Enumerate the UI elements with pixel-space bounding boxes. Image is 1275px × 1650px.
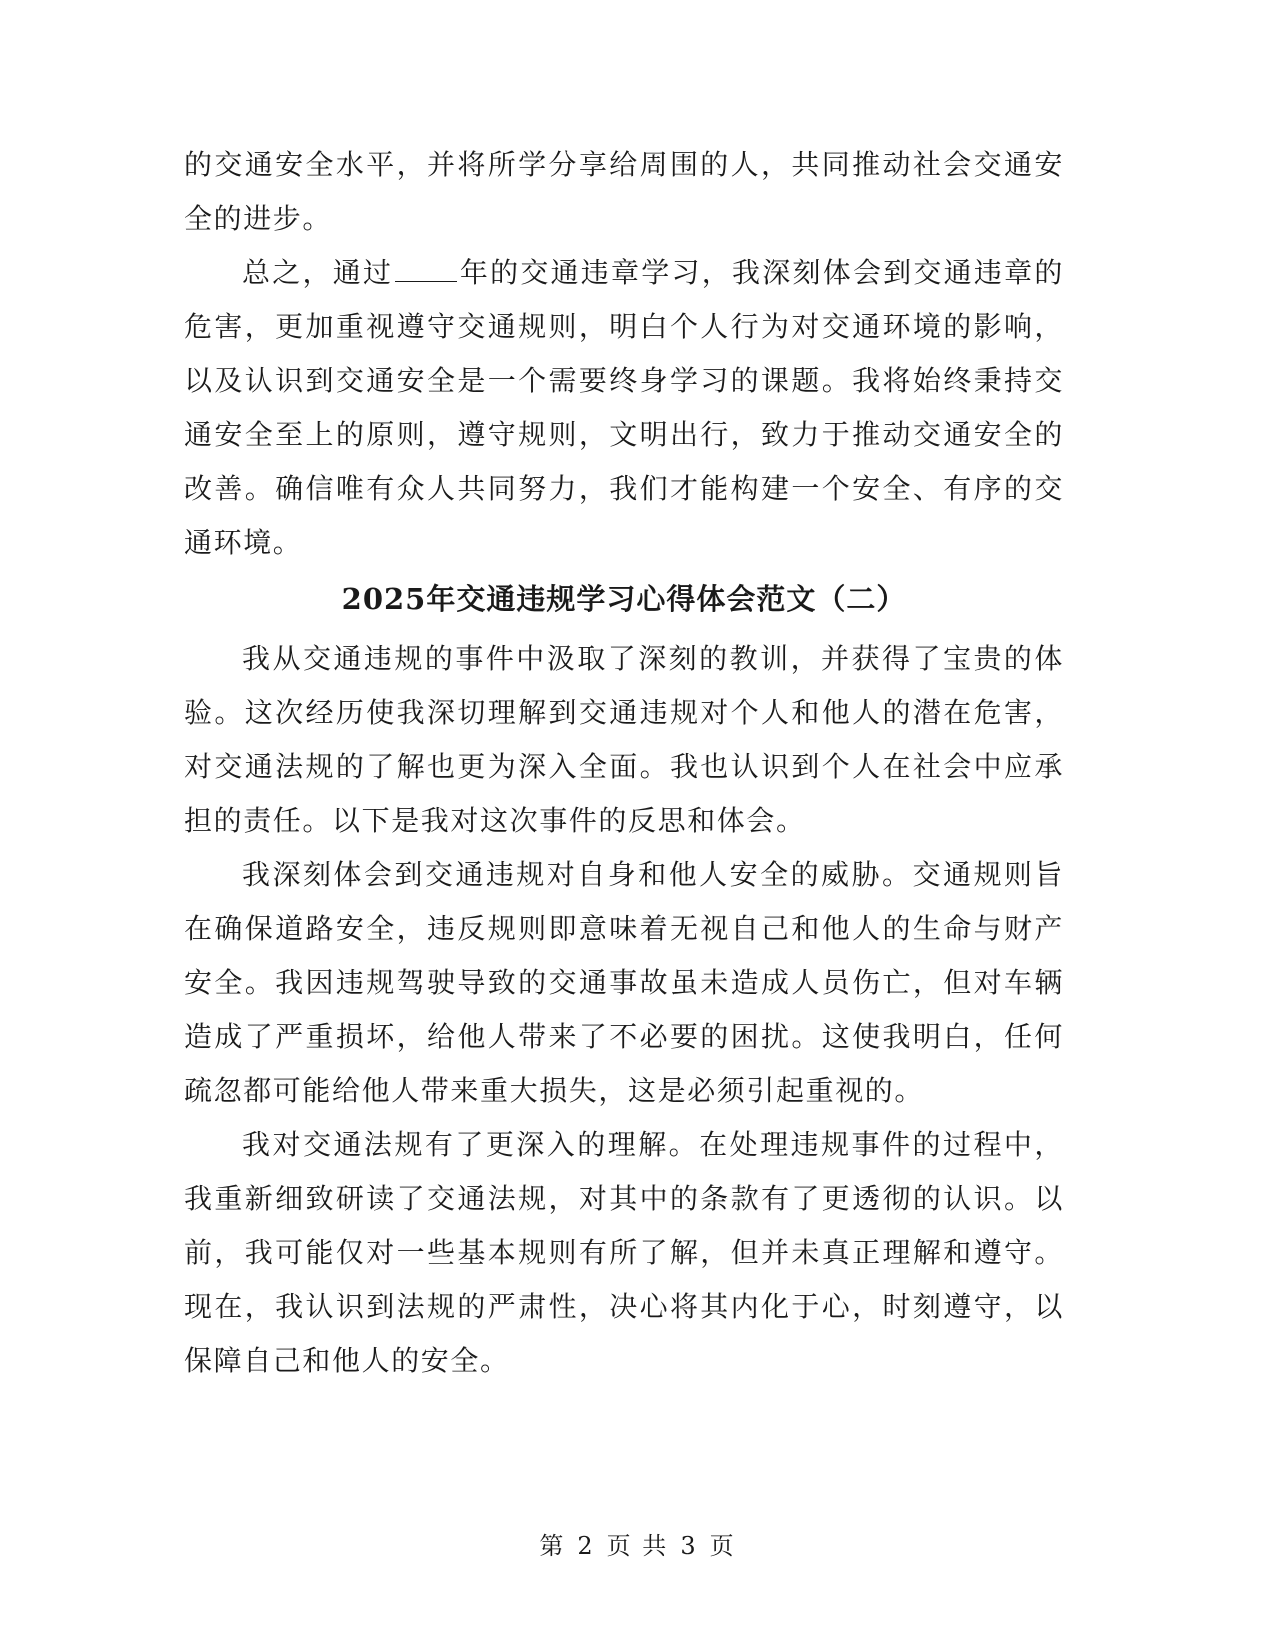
body-paragraph-1: 我从交通违规的事件中汲取了深刻的教训，并获得了宝贵的体验。这次经历使我深切理解到交通违规对个人和他人的潜在危害，对交通法规的了解也更为深入全面。我也认识到个人在社会中应承担的责任。以下是我对这次事件的反思和体会。: [184, 642, 1064, 837]
document-body: [184, 138, 1064, 1388]
continuation-paragraph: 的交通安全水平，并将所学分享给周围的人，共同推动社会交通安全的进步。: [184, 148, 1064, 235]
section-title: 2025年交通违规学习心得体会范文（二）: [341, 582, 907, 616]
body-paragraph-3: 我对交通法规有了更深入的理解。在处理违规事件的过程中，我重新细致研读了交通法规，对其中的条款有了更透彻的认识。以前，我可能仅对一些基本规则有所了解，但并未真正理解和遵守。现在，我认识到法规的严肃性，决心将其内化于心，时刻遵守，以保障自己和他人的安全。: [184, 1128, 1064, 1377]
summary-text-before-blank: 总之，通过: [242, 256, 394, 289]
footer-prefix: 第: [539, 1532, 566, 1560]
footer-suffix: 页: [709, 1532, 736, 1560]
page-footer: [0, 1526, 1275, 1561]
footer-middle: 页 共: [606, 1532, 669, 1560]
summary-text-after-blank: 年的交通违章学习，我深刻体会到交通违章的危害，更加重视遵守交通规则，明白个人行为对交通环境的影响，以及认识到交通安全是一个需要终身学习的课题。我将始终秉持交通安全至上的原则，遵守规则，文明出行，致力于推动交通安全的改善。确信唯有众人共同努力，我们才能构建一个安全、有序的交通环境。: [184, 256, 1064, 559]
footer-total-pages: 3: [680, 1532, 698, 1560]
body-paragraph-2: 我深刻体会到交通违规对自身和他人安全的威胁。交通规则旨在确保道路安全，违反规则即意味着无视自己和他人的生命与财产安全。我因违规驾驶导致的交通事故虽未造成人员伤亡，但对车辆造成了严重损坏，给他人带来了不必要的困扰。这使我明白，任何疏忽都可能给他人带来重大损失，这是必须引起重视的。: [184, 858, 1064, 1107]
fill-in-blank: [395, 261, 457, 282]
footer-current-page: 2: [577, 1532, 595, 1560]
summary-paragraph: [184, 246, 1064, 570]
